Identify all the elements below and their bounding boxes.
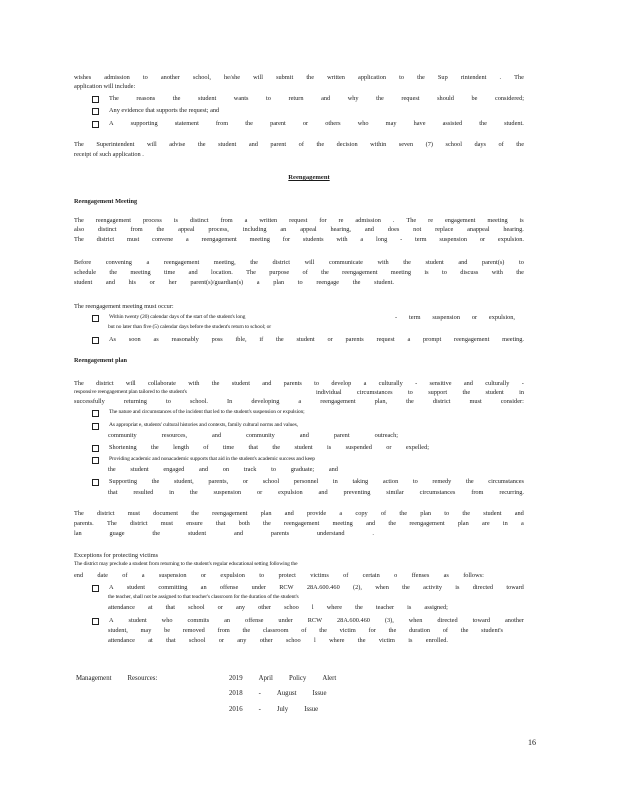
checkbox-bullet-icon — [92, 585, 99, 592]
management-resources-label: Management Resources: — [76, 675, 158, 682]
text-line: The district may preclude a student from returning to the student's regular educational setting following the — [74, 561, 298, 567]
subheading-meeting: Reengagement Meeting — [74, 198, 138, 205]
text-line: The reengagement meeting must occur: — [74, 303, 174, 310]
text-line: attendance at that school or any other schoo l where the teacher is assigned; — [108, 604, 448, 611]
text-line: The district will collaborate with the student and parents to develop a culturally - sensitive and culturally - — [74, 380, 524, 387]
page-number: 16 — [528, 738, 536, 747]
text-line: schedule the meeting time and location. The purpose of the reengagement meeting is to discuss with the — [74, 269, 524, 276]
resource-entry: 2016 - July Issue — [229, 706, 319, 713]
text-line: The Superintendent will advise the student and parent of the decision within seven (7) school days of the — [74, 141, 524, 148]
bullet-item: Shortening the length of time that the student is suspended or expelled; — [92, 444, 524, 452]
text-line: application will include: — [74, 83, 136, 90]
bullet-item: The reasons the student wants to return and why the request should be considered; — [92, 95, 524, 103]
checkbox-bullet-icon — [92, 479, 99, 486]
text-line: The district must document the reengagement plan and provide a copy of the plan to the student and — [74, 510, 524, 517]
text-line: successfully returning to school. In developing a reengagement plan, the district must consider: — [74, 398, 524, 405]
checkbox-bullet-icon — [92, 121, 99, 128]
bullet-item: Any evidence that supports the request; and — [92, 107, 524, 115]
text-line: Before convening a reengagement meeting, the district will communicate with the student and parent(s) to — [74, 259, 524, 266]
checkbox-bullet-icon — [92, 108, 99, 115]
text-line: end date of a suspension or expulsion to protect victims of certain o ffenses as follows: — [74, 572, 484, 579]
text-line: that resulted in the suspension or expulsion and preventing similar circumstances from recurring. — [108, 489, 524, 496]
bullet-item: A student who commits an offense under RCW 28A.600.460 (3), when directed toward another — [92, 617, 524, 625]
checkbox-bullet-icon — [92, 423, 99, 430]
text-line: responsive reengagement plan tailored to the student's — [74, 389, 187, 395]
text-line: individual circumstances to support the student in — [316, 389, 524, 396]
section-title: Reengagement — [288, 174, 330, 181]
resource-entry: 2018 - August Issue — [229, 690, 327, 697]
bullet-item: A supporting statement from the parent or others who may have assisted the student. — [92, 120, 524, 128]
bullet-item: As appropriat e, students' cultural histories and contexts, family cultural norms and values, — [92, 422, 524, 430]
text-line: student, may be removed from the classroom of the victim for the duration of the student's — [108, 627, 503, 634]
checkbox-bullet-icon — [92, 618, 99, 625]
text-line: The district must convene a reengagement meeting for students with a long - term suspension or expulsion. — [74, 236, 524, 243]
subheading-plan: Reengagement plan — [74, 357, 127, 364]
text-line: also distinct from the appeal process, including an appeal hearing, and does not replace anappeal hearing. — [74, 226, 524, 233]
bullet-item: A student committing an offense under RCW 28A.600.460 (2), when the activity is directed toward — [92, 584, 524, 592]
text-line: parents. The district must ensure that both the reengagement meeting and the reengagement plan are in a — [74, 520, 524, 527]
resource-entry: 2019 April Policy Alert — [229, 675, 337, 682]
text-line: receipt of such application . — [74, 151, 144, 158]
bullet-item: Supporting the student, parents, or school personnel in taking action to remedy the circumstances — [92, 478, 524, 486]
checkbox-bullet-icon — [92, 457, 99, 464]
bullet-item: As soon as reasonably poss ible, if the student or parents request a prompt reengagement meeting. — [92, 336, 524, 344]
bullet-item: The nature and circumstances of the incident that led to the student's suspension or expulsion; — [92, 409, 524, 417]
text-line: student and his or her parent(s)/guardian(s) a plan to reengage the student. — [74, 279, 394, 286]
checkbox-bullet-icon — [92, 315, 99, 322]
text-line: wishes admission to another school, he/she will submit the written application to the Sup rintendent . The — [74, 74, 524, 81]
text-line: the student engaged and on track to graduate; and — [108, 466, 338, 473]
bullet-item: Providing academic and nonacademic supports that aid in the student's academic success and keep — [92, 456, 524, 464]
bullet-item: Within twenty (20) calendar days of the start of the student's long — [92, 314, 524, 322]
text-line: attendance at that school or any other schoo l where the victim is enrolled. — [108, 637, 448, 644]
text-line: community resources, and community and parent outreach; — [108, 432, 398, 439]
checkbox-bullet-icon — [92, 410, 99, 417]
text-line: the teacher, shall not be assigned to that teacher's classroom for the duration of the student's — [108, 594, 299, 600]
text-line: lan guage the student and parents understand . — [74, 530, 374, 537]
checkbox-bullet-icon — [92, 337, 99, 344]
text-line: The reengagement process is distinct from a written request for re admission . The re engagement meeting is — [74, 217, 524, 224]
text-line: - term suspension or expulsion, — [395, 314, 515, 321]
checkbox-bullet-icon — [92, 445, 99, 452]
text-line: but no later than five (5) calendar days before the student's return to school; or — [108, 324, 271, 330]
checkbox-bullet-icon — [92, 96, 99, 103]
exceptions-heading: Exceptions for protecting victims — [74, 552, 159, 559]
